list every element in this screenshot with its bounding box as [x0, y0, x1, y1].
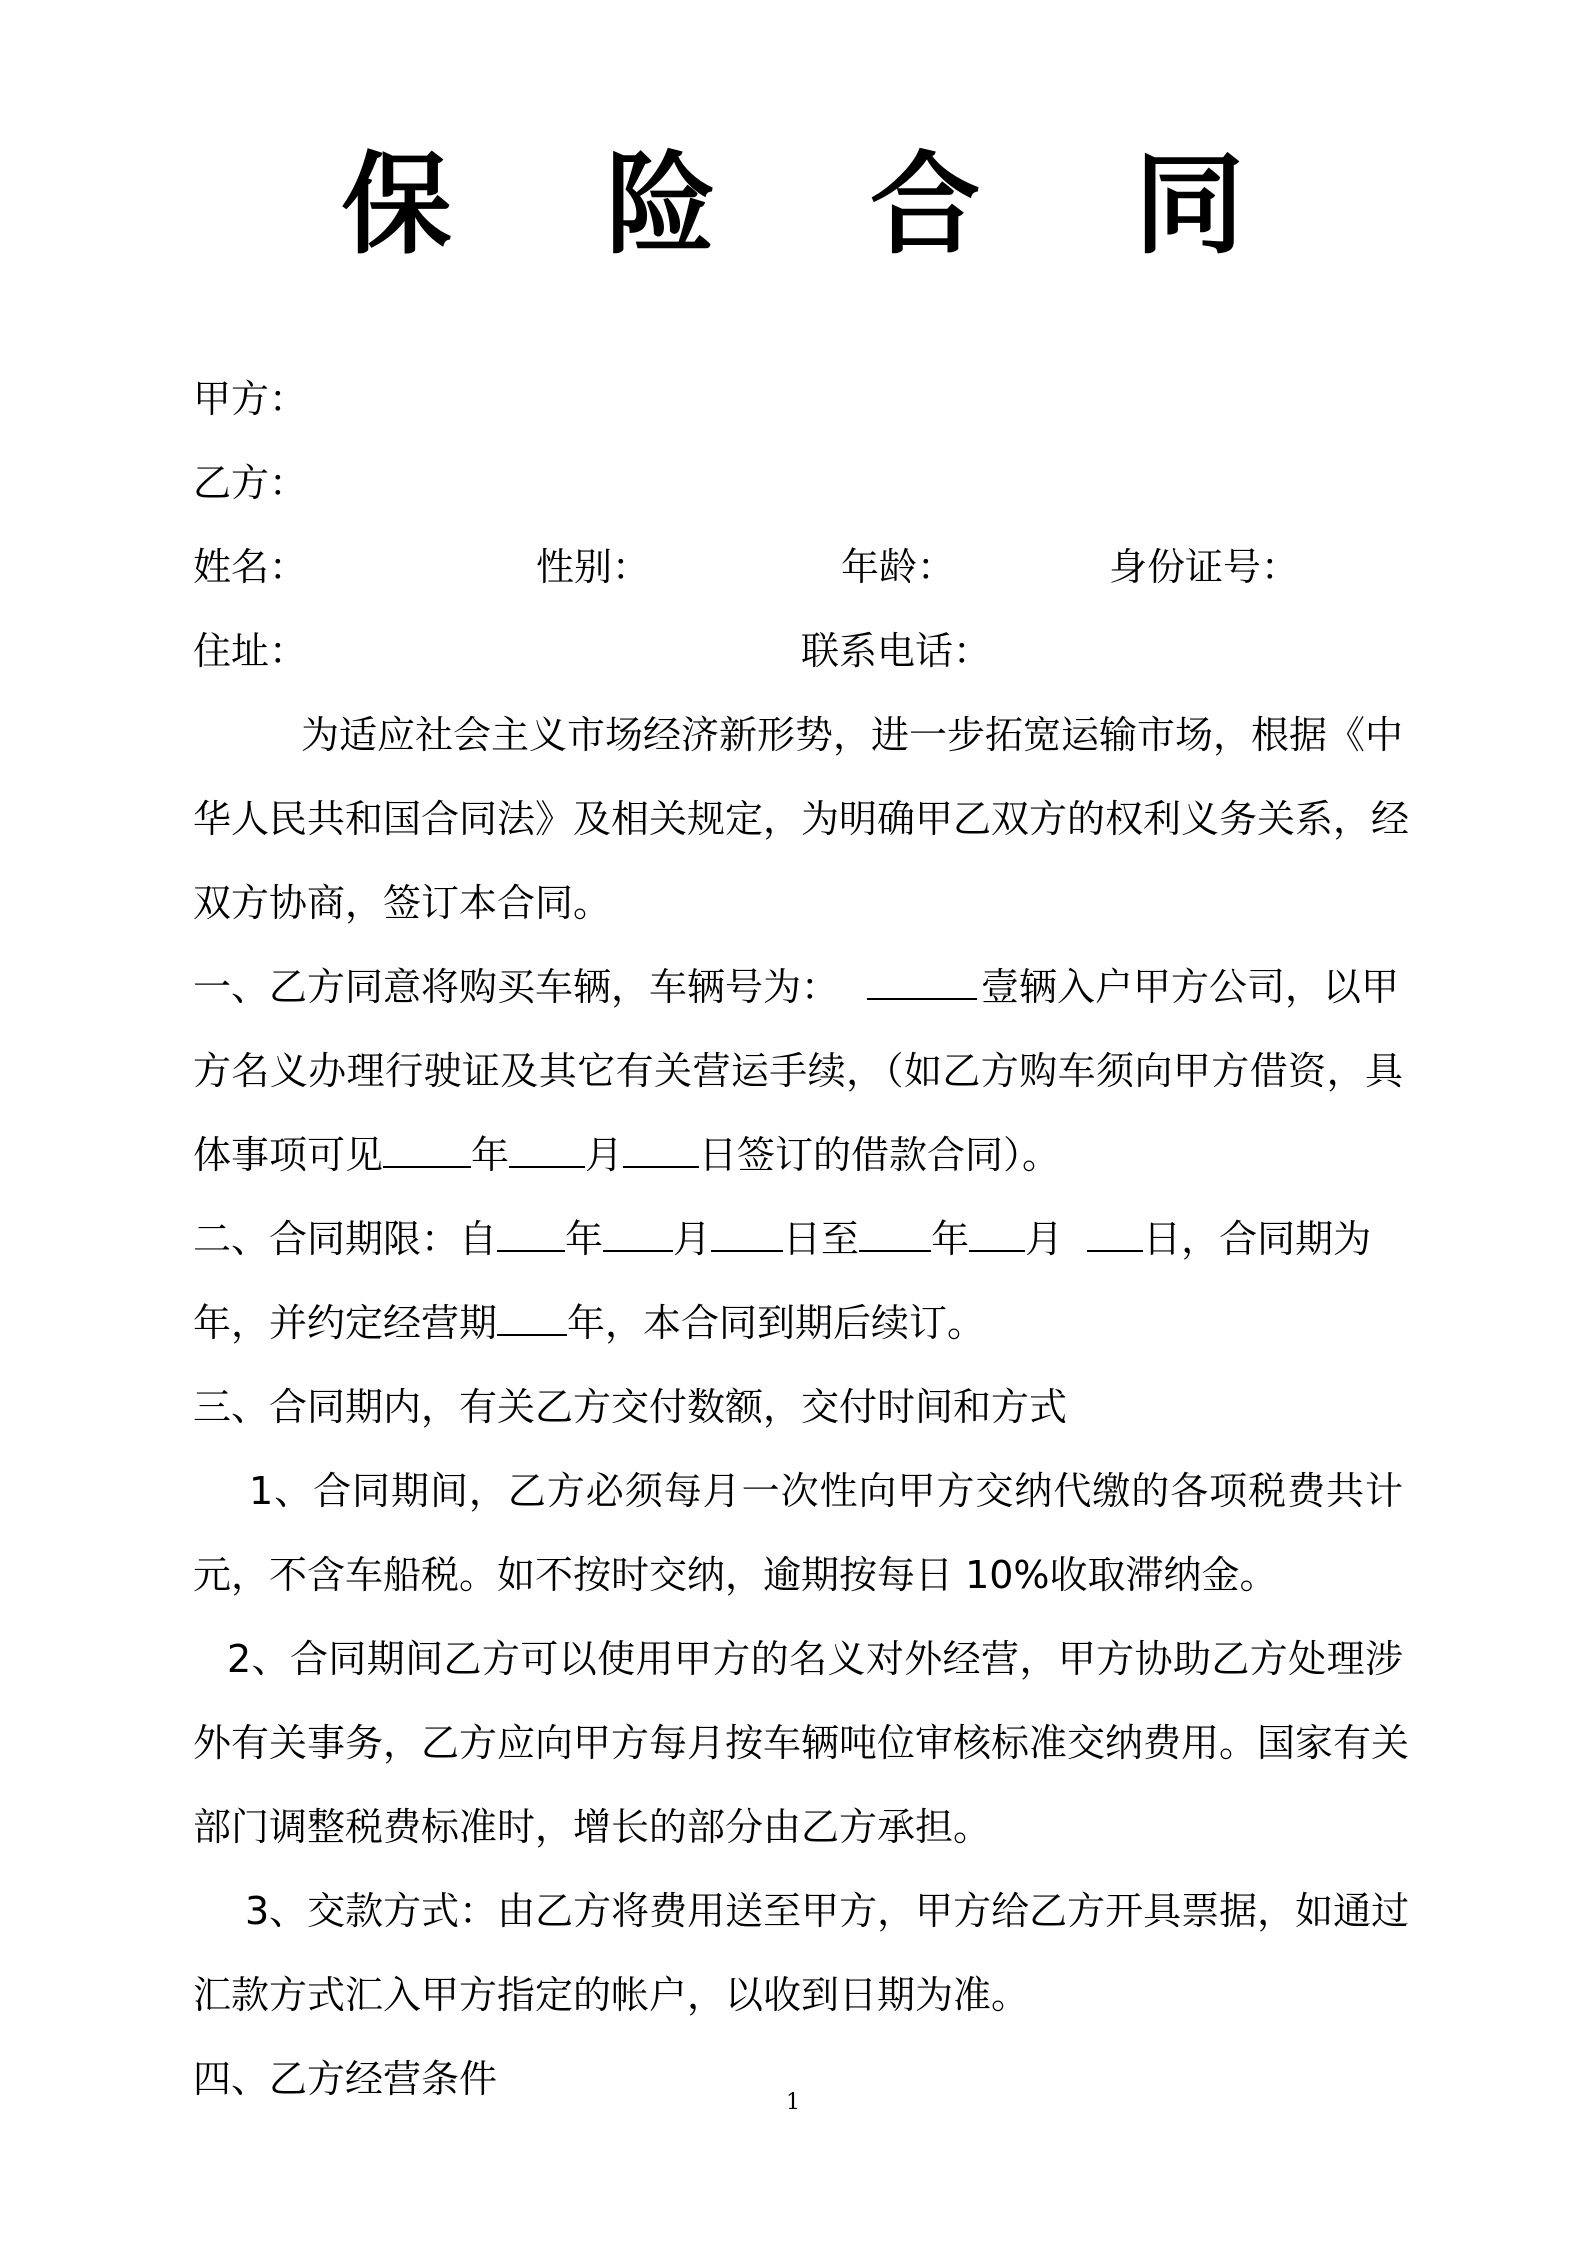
loan-day-blank [623, 1132, 699, 1168]
clause-2-suffix-2: 年，本合同到期后续订。 [567, 1301, 986, 1345]
clause-3-item-1-text-2: 元，不含车船税。如不按时交纳，逾期按每日 10%收取滞纳金。 [193, 1553, 1278, 1597]
age-label: 年龄： [841, 545, 956, 589]
clause-1-month: 月 [585, 1133, 624, 1177]
preamble-line-2 [193, 777, 1410, 861]
preamble-text-3: 双方协商，签订本合同。 [193, 881, 612, 925]
clause-1-year: 年 [471, 1133, 510, 1177]
name-label: 姓名： [193, 545, 308, 589]
start-month-blank [603, 1216, 673, 1252]
end-day-blank [1087, 1216, 1143, 1252]
personal-info-line [193, 525, 1403, 609]
clause-2-suffix: 日，合同期为 [1143, 1217, 1372, 1261]
party-a-label: 甲方： [193, 377, 308, 421]
operation-years-blank [497, 1300, 567, 1336]
clause-3-heading: 三、合同期内，有关乙方交付数额，交付时间和方式 [193, 1385, 1068, 1429]
clause-3-item-1-line-1 [193, 1449, 1403, 1533]
clause-3-item-3-line-1 [193, 1869, 1410, 1953]
start-year-blank [497, 1216, 565, 1252]
loan-year-blank [383, 1132, 471, 1168]
clause-4-heading: 四、乙方经营条件 [193, 2057, 498, 2101]
clause-2-day-to: 日至 [783, 1217, 860, 1261]
clause-2-prefix: 二、合同期限：自 [193, 1217, 498, 1261]
clause-3-item-2-text-1: 2、合同期间乙方可以使用甲方的名义对外经营，甲方协助乙方处理涉 [227, 1637, 1403, 1681]
clause-3-item-3-line-2 [193, 1953, 1403, 2037]
clause-3-item-3-text-2: 汇款方式汇入甲方指定的帐户，以收到日期为准。 [193, 1973, 1030, 2017]
clause-1-line-2 [193, 1029, 1403, 1113]
clause-3-item-1-line-2 [193, 1533, 1403, 1617]
clause-1-prefix: 一、乙方同意将购买车辆，车辆号为： [193, 965, 840, 1009]
clause-3-item-2-text-3: 部门调整税费标准时，增长的部分由乙方承担。 [193, 1805, 992, 1849]
party-a-line [193, 357, 1403, 441]
clause-1-suffix: 壹辆入户甲方公司，以甲 [981, 965, 1400, 1009]
clause-1-line-3 [193, 1113, 1403, 1197]
clause-2-year: 年 [565, 1217, 604, 1261]
end-year-blank [859, 1216, 931, 1252]
clause-3-item-2-text-2: 外有关事务，乙方应向甲方每月按车辆吨位审核标准交纳费用。国家有关 [193, 1721, 1410, 1765]
clause-3-heading-line [193, 1365, 1403, 1449]
clause-3-item-1-text-1: 1、合同期间，乙方必须每月一次性向甲方交纳代缴的各项税费共计 [249, 1469, 1403, 1513]
party-b-line [193, 441, 1403, 525]
clause-3-item-2-line-2 [193, 1701, 1410, 1785]
clause-3-item-3-text-1: 3、交款方式：由乙方将费用送至甲方，甲方给乙方开具票据，如通过 [245, 1889, 1410, 1933]
preamble-line-3 [193, 861, 1403, 945]
clause-1-text-2: 方名义办理行驶证及其它有关营运手续，（如乙方购车须向甲方借资，具 [193, 1049, 1403, 1093]
clause-1-prefix-3: 体事项可见 [193, 1133, 384, 1177]
document-body [193, 357, 1410, 2121]
preamble-text-2: 华人民共和国合同法》及相关规定，为明确甲乙双方的权利义务关系，经 [193, 797, 1410, 841]
id-number-label: 身份证号： [1109, 545, 1300, 589]
start-day-blank [711, 1216, 783, 1252]
phone-label: 联系电话： [801, 629, 992, 673]
end-month-blank [969, 1216, 1025, 1252]
clause-2-year-2: 年 [931, 1217, 970, 1261]
clause-3-item-2-line-1 [193, 1617, 1403, 1701]
page-number: 1 [786, 2090, 800, 2115]
clause-2-prefix-2: 年，并约定经营期 [193, 1301, 498, 1345]
document-title: 保 险 合 同 [341, 140, 1303, 269]
clause-2-month-2: 月 [1025, 1217, 1064, 1261]
loan-month-blank [509, 1132, 585, 1168]
preamble-line-1 [193, 693, 1403, 777]
address-label: 住址： [193, 629, 308, 673]
clause-2-month: 月 [673, 1217, 712, 1261]
clause-1-suffix-3: 日签订的借款合同）。 [699, 1133, 1061, 1177]
preamble-text-1: 为适应社会主义市场经济新形势，进一步拓宽运输市场，根据《中 [301, 713, 1404, 757]
clause-2-line-1 [193, 1197, 1403, 1281]
address-line [193, 609, 1403, 693]
clause-3-item-2-line-3 [193, 1785, 1403, 1869]
party-b-label: 乙方： [193, 461, 308, 505]
clause-1-line-1 [193, 945, 1403, 1029]
gender-label: 性别： [536, 545, 651, 589]
clause-2-line-2 [193, 1281, 1403, 1365]
vehicle-number-blank [867, 964, 977, 1000]
